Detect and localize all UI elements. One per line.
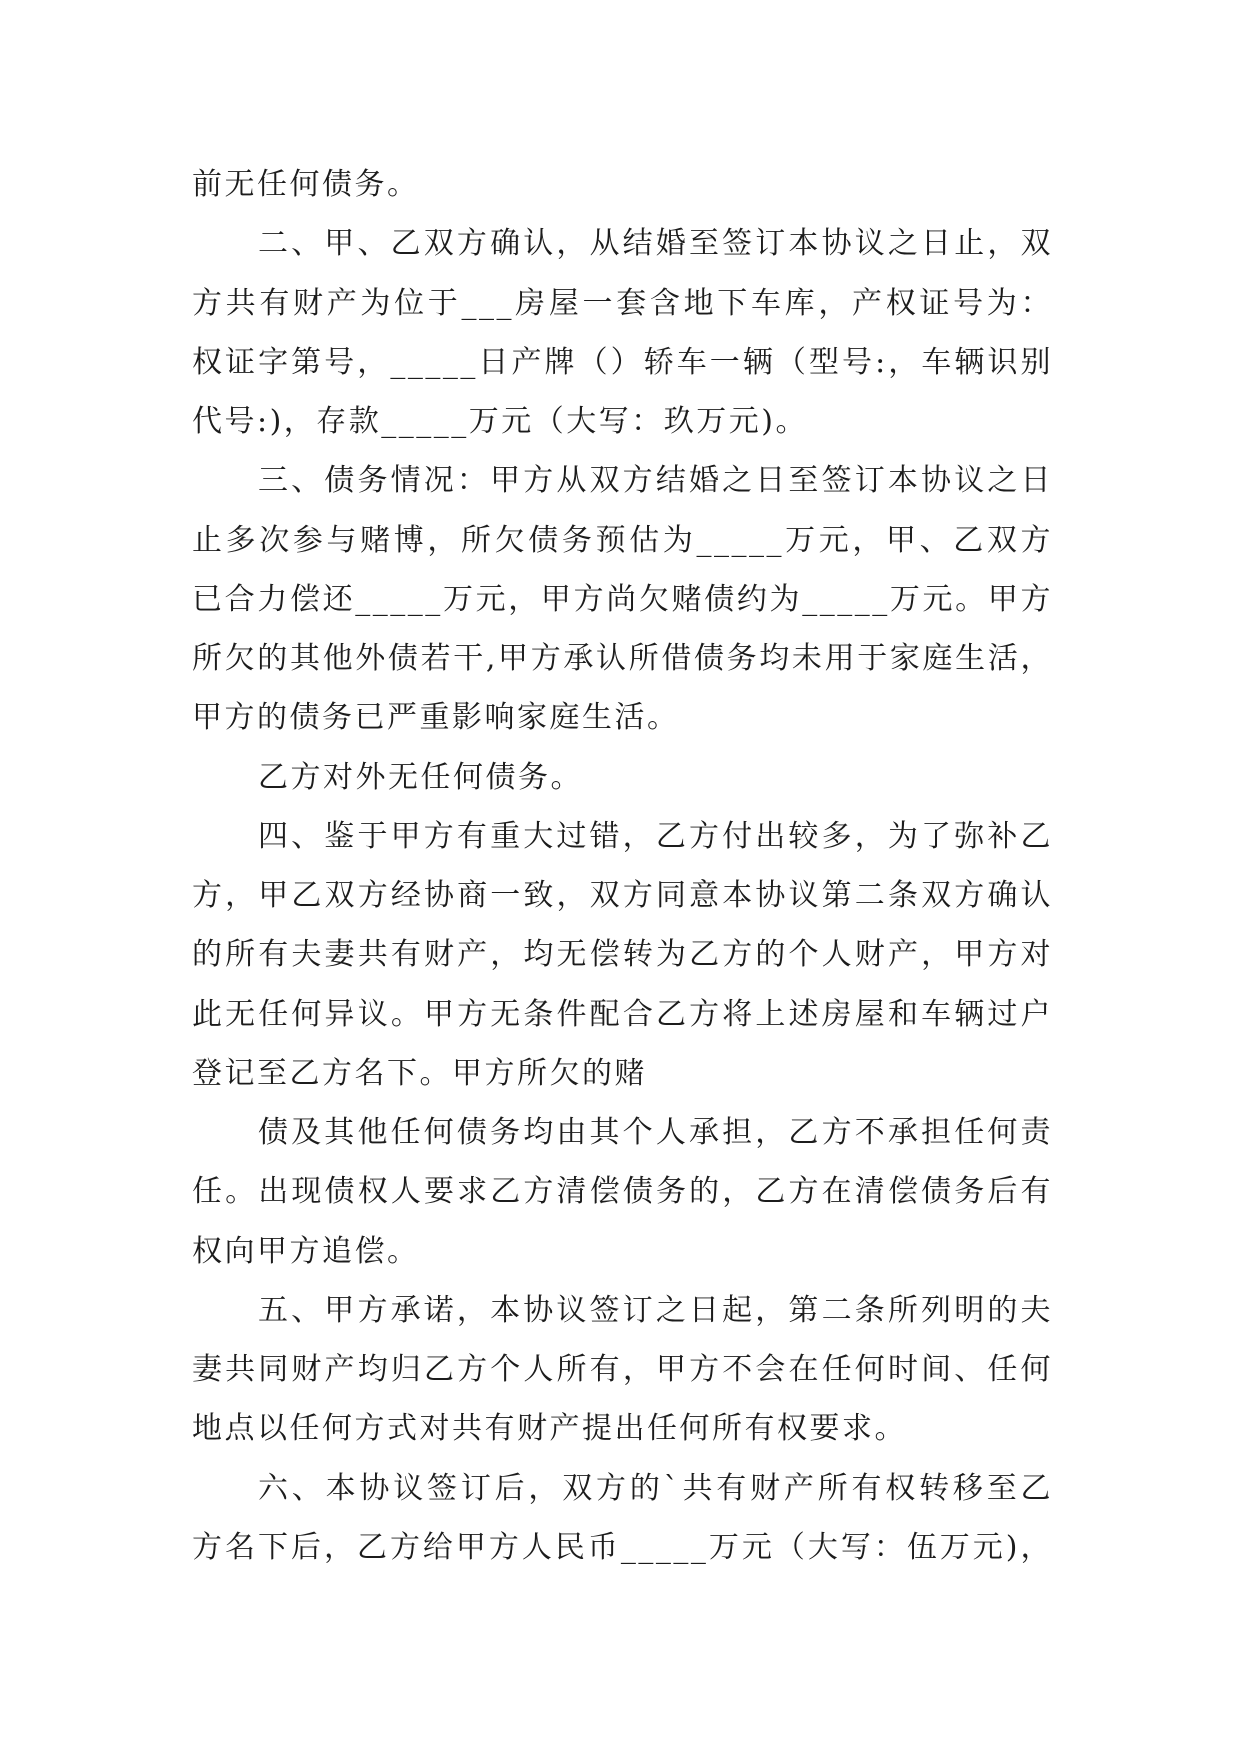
text-line: 方共有财产为位于___房屋一套含地下车库，产权证号为： [192,285,1053,321]
text-line: 任。出现债权人要求乙方清偿债务的，乙方在清偿债务后有 [192,1174,1053,1210]
text-line: 四、鉴于甲方有重大过错，乙方付出较多，为了弥补乙 [258,818,1053,854]
text-line: 此无任何异议。甲方无条件配合乙方将上述房屋和车辆过户 [192,996,1053,1032]
text-line: 乙方对外无任何债务。 [258,759,583,795]
text-line: 债及其他任何债务均由其个人承担，乙方不承担任何责 [258,1115,1053,1150]
text-line: 已合力偿还_____万元，甲方尚欠赌债约为_____万元。甲方 [192,581,1053,617]
text-line: 甲方的债务已严重影响家庭生活。 [192,700,680,736]
clause-4-debt-liability [192,1103,1053,1281]
text-line: 权证字第号，_____日产牌（）轿车一辆（型号:，车辆识别 [192,344,1053,380]
text-line: 前无任何债务。 [192,167,420,202]
party-b-debt-statement [192,748,1053,807]
clause-5-commitment [192,1281,1053,1459]
text-line: 代号:)，存款_____万元（大写：玖万元)。 [192,404,809,439]
paragraph-prior-debt-continuation [192,155,1053,214]
text-line: 方名下后，乙方给甲方人民币_____万元（大写：伍万元)， [192,1529,1053,1565]
clause-3-debt-situation [192,451,1053,747]
text-line: 所欠的其他外债若干,甲方承认所借债务均未用于家庭生活， [192,641,1053,676]
clause-2-joint-property [192,214,1053,451]
text-line: 权向甲方追偿。 [192,1233,420,1269]
document-body [192,155,1053,1577]
text-line: 方，甲乙双方经协商一致，双方同意本协议第二条双方确认 [192,878,1053,913]
clause-4-property-transfer [192,807,1053,1103]
text-line: 登记至乙方名下。甲方所欠的赌 [192,1055,647,1091]
text-line: 地点以任何方式对共有财产提出任何所有权要求。 [192,1411,907,1447]
text-line: 五、甲方承诺，本协议签订之日起，第二条所列明的夫 [258,1292,1053,1328]
text-line: 妻共同财产均归乙方个人所有，甲方不会在任何时间、任何 [192,1352,1053,1387]
text-line: 二、甲、乙双方确认，从结婚至签订本协议之日止，双 [258,226,1053,262]
text-line: 止多次参与赌博，所欠债务预估为_____万元，甲、乙双方 [192,522,1053,558]
text-line: 六、本协议签订后，双方的`共有财产所有权转移至乙 [258,1470,1053,1506]
text-line: 三、债务情况：甲方从双方结婚之日至签订本协议之日 [258,463,1053,499]
clause-6-payment [192,1459,1053,1578]
text-line: 的所有夫妻共有财产，均无偿转为乙方的个人财产，甲方对 [192,937,1053,973]
